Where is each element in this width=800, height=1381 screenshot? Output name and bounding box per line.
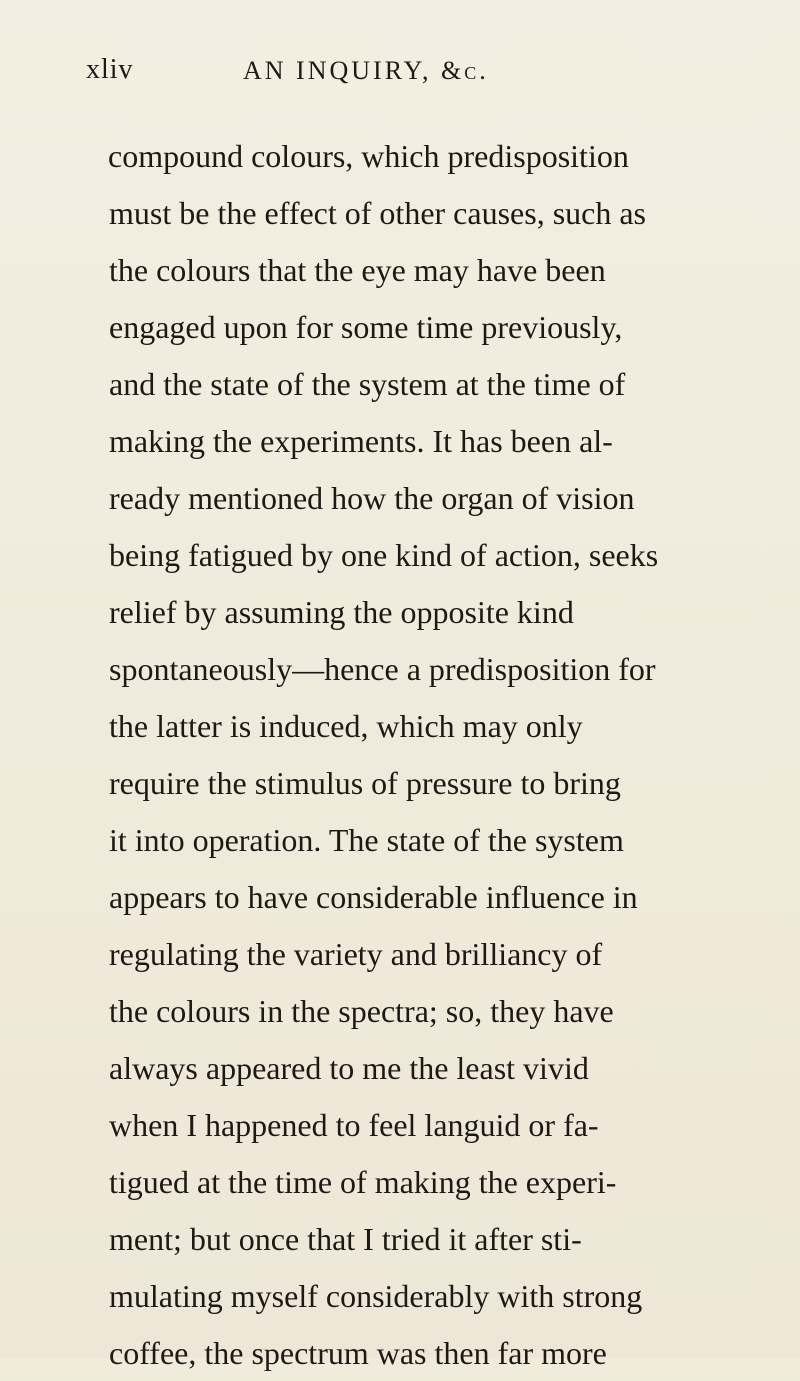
text-line: mulating myself considerably with strong (109, 1278, 643, 1314)
text-line: and the state of the system at the time of (109, 366, 626, 402)
page-number: xliv (86, 54, 134, 85)
text-line: ment; but once that I tried it after sti- (109, 1221, 582, 1257)
text-line: require the stimulus of pressure to bring (109, 765, 621, 801)
text-line: being fatigued by one kind of action, seeks (109, 537, 659, 573)
text-line: compound colours, which predisposition (108, 138, 629, 174)
text-line: engaged upon for some time previously, (109, 309, 623, 345)
text-line: relief by assuming the opposite kind (109, 594, 574, 630)
text-line: always appeared to me the least vivid (109, 1050, 589, 1086)
text-line: regulating the variety and brilliancy of (109, 936, 603, 972)
text-line: the colours in the spectra; so, they have (109, 993, 614, 1029)
page-header (0, 42, 800, 92)
text-line: coffee, the spectrum was then far more (109, 1335, 607, 1371)
text-line: when I happened to feel languid or fa- (109, 1107, 599, 1143)
text-line: tigued at the time of making the experi- (109, 1164, 617, 1200)
text-line: ready mentioned how the organ of vision (109, 480, 635, 516)
text-line: it into operation. The state of the system (109, 822, 624, 858)
text-line: the latter is induced, which may only (109, 708, 583, 744)
text-line: spontaneously—hence a predisposition for (109, 651, 656, 687)
text-line: must be the effect of other causes, such as (109, 195, 646, 231)
text-line: making the experiments. It has been al- (109, 423, 613, 459)
text-line: the colours that the eye may have been (109, 252, 606, 288)
text-line: appears to have considerable influence in (109, 879, 638, 915)
running-head: AN INQUIRY, &c. (243, 56, 489, 85)
